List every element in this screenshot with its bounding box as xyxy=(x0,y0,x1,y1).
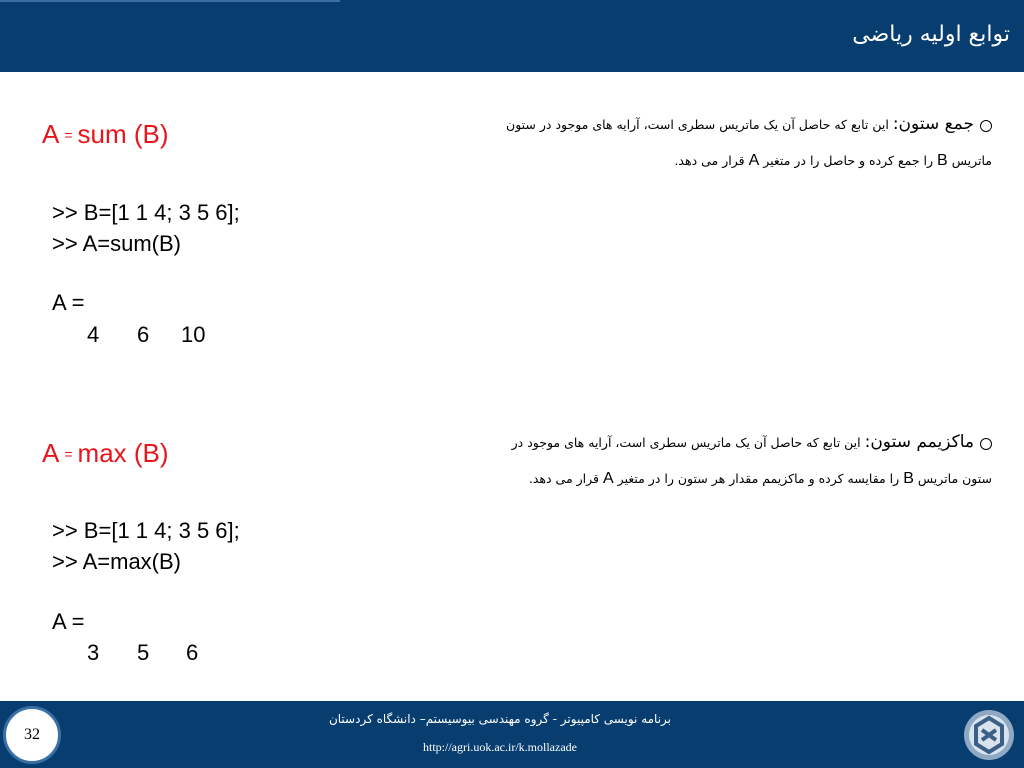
code-line: >> A=sum(B) xyxy=(52,231,182,256)
page-number-badge xyxy=(3,706,61,764)
result-value: 5 xyxy=(137,640,150,665)
description-text: قرار می دهد. xyxy=(528,471,600,486)
formula-eq: = xyxy=(64,446,73,462)
formula-rhs: sum (B) xyxy=(77,119,169,149)
formula-rhs: max (B) xyxy=(77,438,169,468)
footer-course-text: برنامه نویسی کامپیوتر - گروه مهندسی بیوسیستم– دانشگاه کردستان xyxy=(328,712,672,726)
footer-url[interactable]: http://agri.uok.ac.ir/k.mollazade xyxy=(423,740,577,754)
description-var: A xyxy=(748,152,760,169)
description-text: این تابع که حاصل آن یک ماتریس سطری است، آرایه های موجود در ستون ماتریس xyxy=(511,435,992,486)
code-block-sum xyxy=(52,197,240,259)
description-heading: جمع ستون: xyxy=(892,114,974,134)
formula-eq: = xyxy=(64,127,73,143)
code-block-max xyxy=(52,515,240,577)
description-max xyxy=(492,424,992,497)
description-text: را جمع کرده و حاصل را در متغیر xyxy=(763,153,934,168)
university-logo-icon xyxy=(962,708,1016,762)
formula-lhs: A xyxy=(42,438,60,468)
description-var: B xyxy=(937,152,948,169)
result-value: 3 xyxy=(87,640,100,665)
circle-bullet-icon xyxy=(980,438,992,450)
formula-sum xyxy=(42,119,169,150)
result-value: 6 xyxy=(137,322,150,347)
page-number: 32 xyxy=(24,726,40,743)
code-line: >> A=max(B) xyxy=(52,549,182,574)
result-label: A = xyxy=(52,290,85,315)
slide-header xyxy=(0,0,1024,72)
description-text: را مقایسه کرده و ماکزیمم مقدار هر ستون را در متغیر xyxy=(617,471,900,486)
result-value: 10 xyxy=(181,322,206,347)
code-line: >> B=[1 1 4; 3 5 6]; xyxy=(52,518,240,543)
code-line: >> B=[1 1 4; 3 5 6]; xyxy=(52,200,240,225)
result-value: 6 xyxy=(186,640,199,665)
formula-max xyxy=(42,438,169,469)
header-accent-line xyxy=(0,0,340,2)
slide-title: توابع اولیه ریاضی xyxy=(852,22,1010,47)
description-text: قرار می دهد. xyxy=(674,153,745,168)
circle-bullet-icon xyxy=(980,120,992,132)
result-value: 4 xyxy=(87,322,100,347)
formula-lhs: A xyxy=(42,119,60,149)
description-sum xyxy=(492,106,992,179)
description-heading: ماکزیمم ستون: xyxy=(864,432,974,452)
result-label: A = xyxy=(52,609,85,634)
description-var: B xyxy=(903,470,914,487)
description-text: این تابع که حاصل آن یک ماتریس سطری است، آرایه های موجود در ستون ماتریس xyxy=(506,117,992,168)
description-var: A xyxy=(603,470,614,487)
